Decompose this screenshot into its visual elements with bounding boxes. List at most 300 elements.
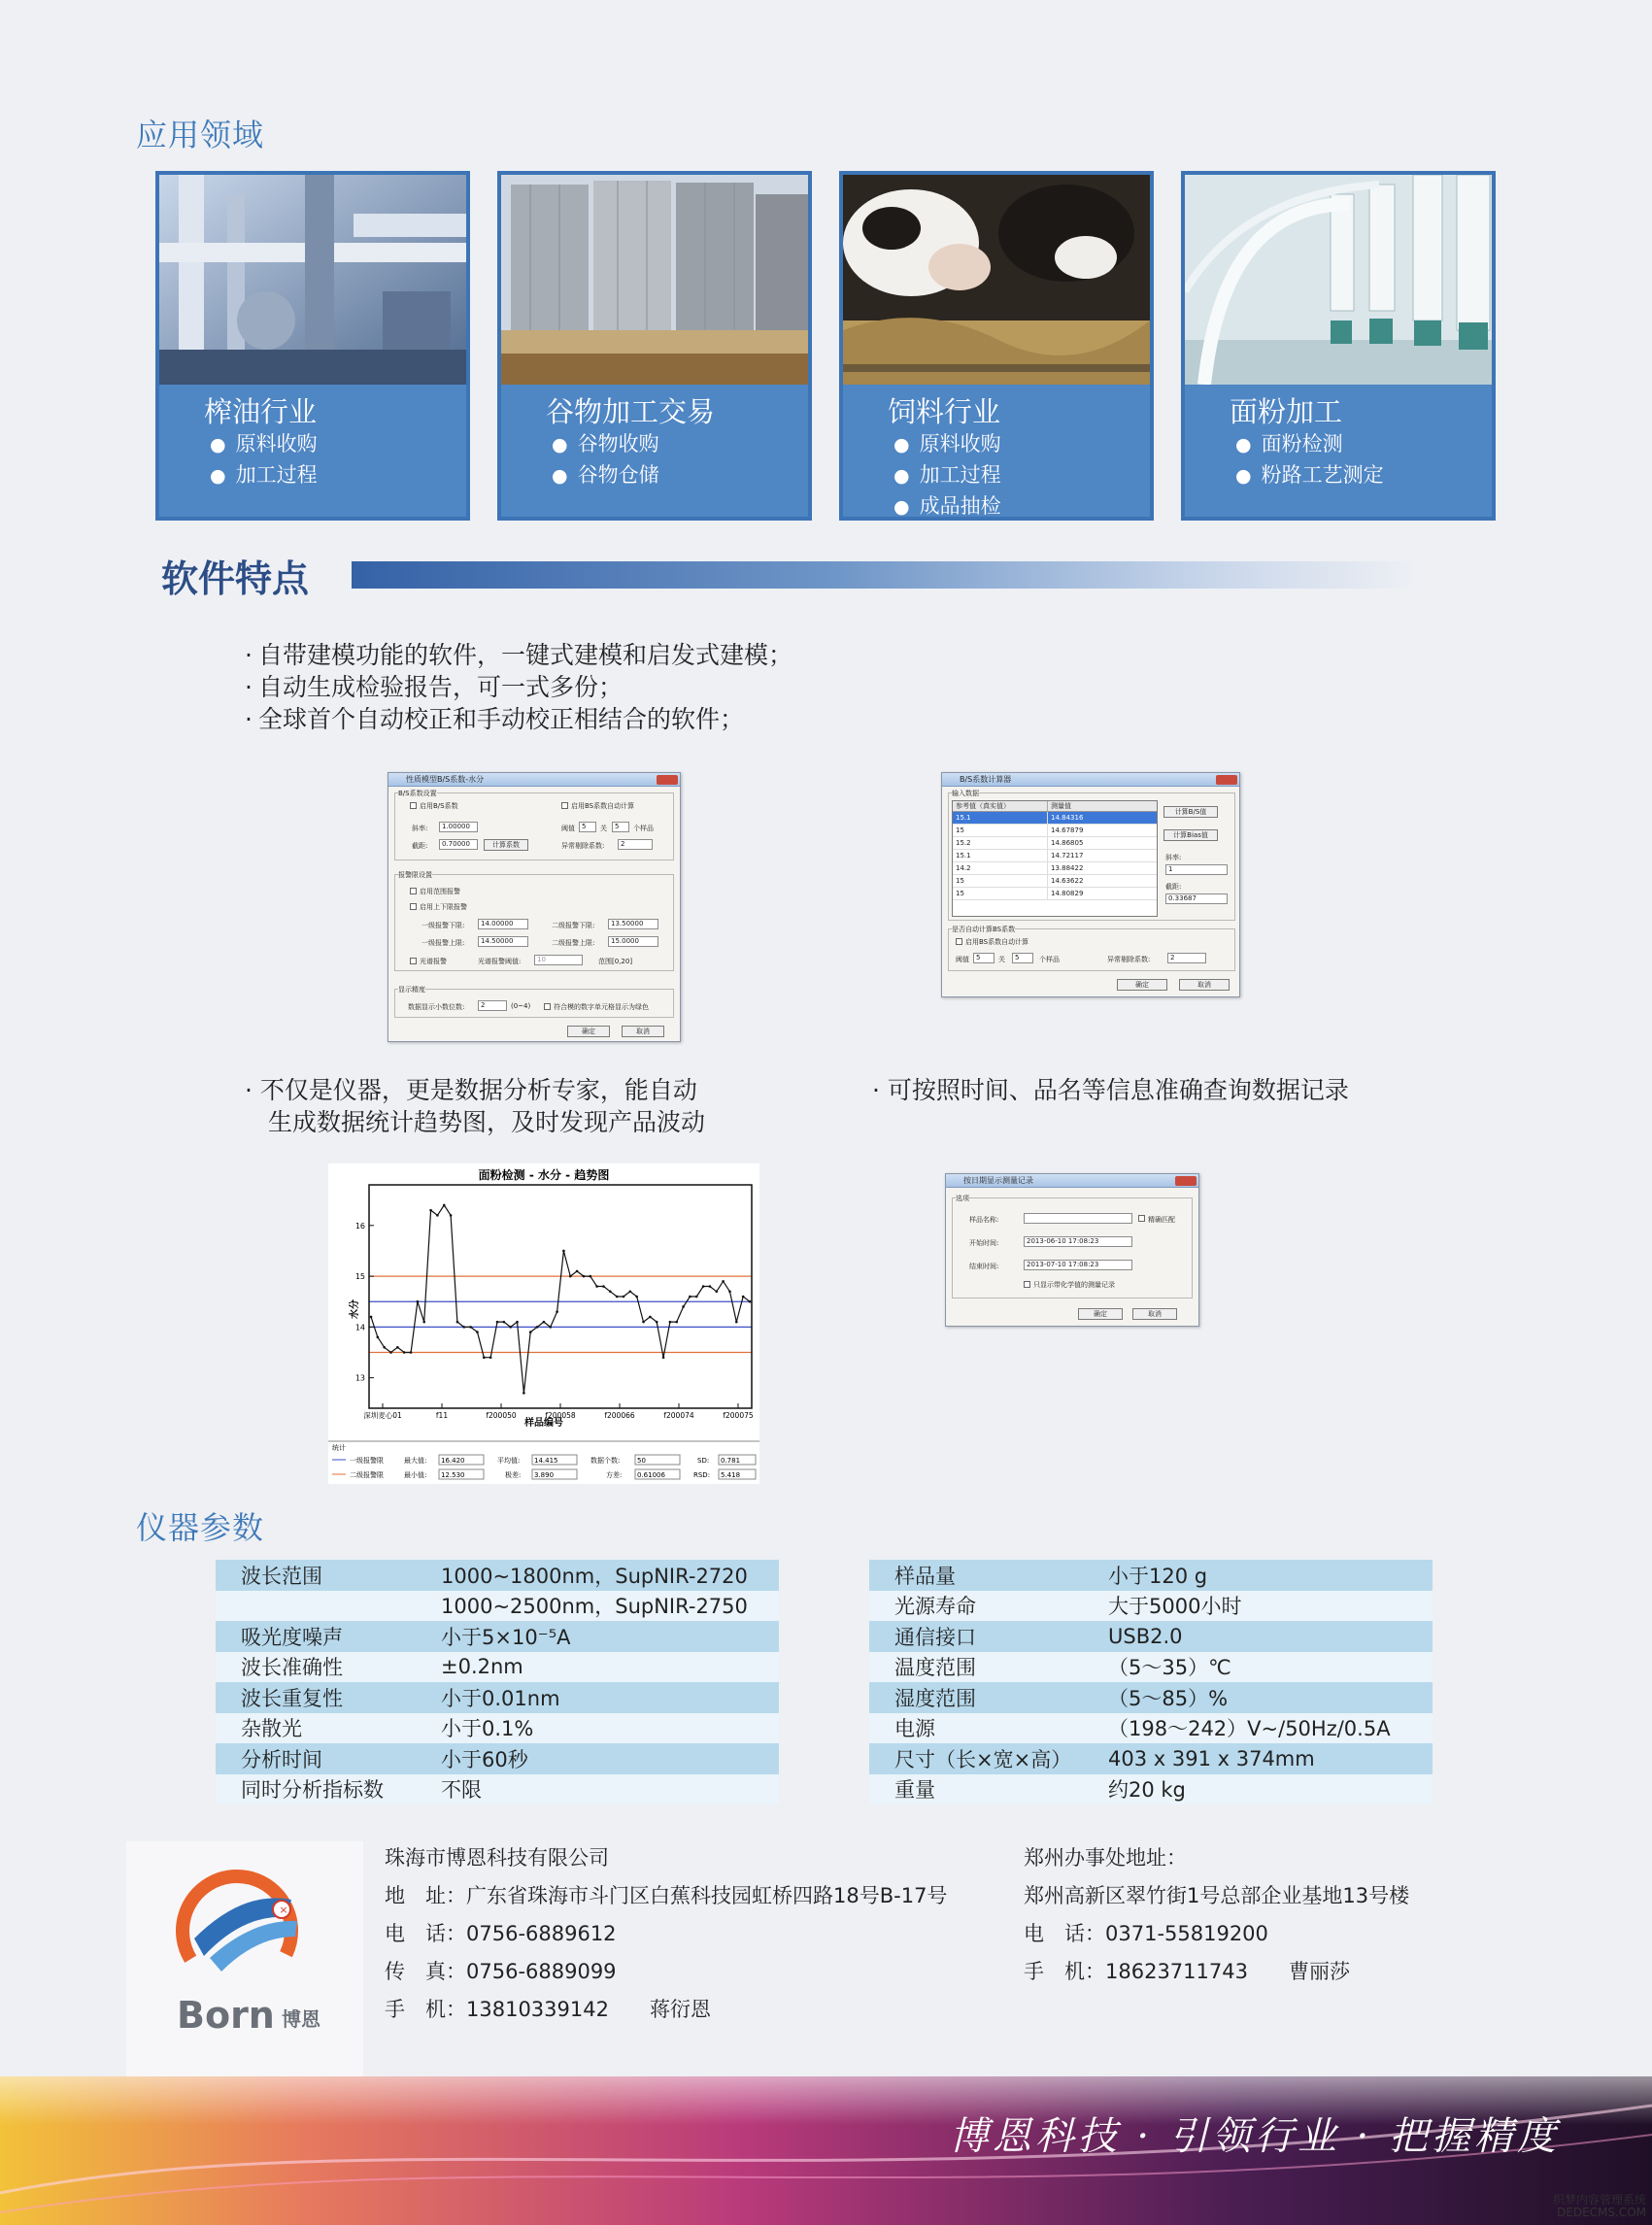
query-records-dialog bbox=[945, 1173, 1199, 1327]
close-icon[interactable] bbox=[1175, 1176, 1197, 1186]
table-cell: 14.67879 bbox=[1051, 826, 1084, 834]
y-tick-label: 13 bbox=[354, 1373, 365, 1383]
list-item: ● 谷物收购 bbox=[552, 429, 659, 460]
data-point bbox=[509, 1326, 512, 1329]
x-tick-label: 深圳麦心01 bbox=[363, 1411, 402, 1420]
calc-bs-button[interactable]: 计算B/S值 bbox=[1163, 806, 1218, 818]
software-title: 软件特点 bbox=[161, 557, 310, 600]
close-icon[interactable] bbox=[1216, 775, 1237, 785]
table-row[interactable] bbox=[953, 850, 1157, 862]
data-point bbox=[462, 1326, 465, 1329]
stat-value: 5.418 bbox=[721, 1471, 741, 1479]
list-item: ● 原料收购 bbox=[893, 429, 1001, 460]
app-card-title: 饲料行业 bbox=[888, 395, 1001, 428]
ok-button[interactable]: 确定 bbox=[567, 1026, 610, 1037]
params-title: 仪器参数 bbox=[136, 1509, 265, 1546]
param-value: 不限 bbox=[441, 1778, 482, 1803]
stat-label: 方差: bbox=[606, 1471, 623, 1479]
table-cell: 14.84316 bbox=[1051, 814, 1084, 822]
stat-value: 14.415 bbox=[534, 1457, 558, 1465]
watermark bbox=[1553, 2194, 1646, 2219]
table-cell: 15.1 bbox=[953, 812, 1048, 824]
data-point bbox=[602, 1285, 605, 1288]
range-field[interactable]: 5 bbox=[612, 822, 629, 832]
group-label: 显示精度 bbox=[398, 986, 425, 994]
flour-mill-photo bbox=[1185, 175, 1492, 385]
bullet-item: · 自动生成检验报告，可一式多份； bbox=[245, 671, 792, 703]
data-point bbox=[549, 1326, 552, 1329]
checkbox-label: 启用范围报警 bbox=[420, 888, 460, 895]
data-point bbox=[722, 1280, 725, 1283]
slope-field[interactable]: 1 bbox=[1165, 864, 1228, 875]
checkbox-label: 符合模的数字单元格显示为绿色 bbox=[554, 1003, 649, 1011]
calc-bias-button[interactable]: 计算Bias值 bbox=[1163, 829, 1218, 841]
company-phone: 电 话：0756-6889612 bbox=[385, 1922, 617, 1945]
table-cell: 15 bbox=[953, 825, 1048, 836]
y-tick-label: 15 bbox=[354, 1272, 365, 1282]
stats-label: 统计 bbox=[332, 1444, 346, 1452]
x-tick-label: f200050 bbox=[486, 1411, 517, 1420]
company-mobile: 手 机：13810339142 蒋衍恩 bbox=[385, 1998, 711, 2021]
table-row bbox=[869, 1774, 1433, 1805]
param-name: 同时分析指标数 bbox=[241, 1778, 384, 1803]
spectrum-field[interactable]: 10 bbox=[534, 955, 583, 965]
group-label: B/S系数设置 bbox=[398, 790, 437, 797]
x-axis-label: 样品编号 bbox=[524, 1418, 563, 1429]
data-point bbox=[623, 1296, 625, 1298]
data-point bbox=[383, 1346, 386, 1349]
table-cell: 15 bbox=[953, 875, 1048, 887]
app-card-oil bbox=[155, 171, 470, 521]
data-point bbox=[649, 1316, 652, 1319]
end-time-field[interactable]: 2013-07-10 17:08:23 bbox=[1024, 1260, 1132, 1270]
data-point bbox=[589, 1275, 591, 1278]
data-point bbox=[450, 1214, 453, 1217]
stat-label: 最小值: bbox=[404, 1471, 427, 1479]
chart-title: 面粉检测 - 水分 - 趋势图 bbox=[478, 1168, 610, 1182]
range-field[interactable]: 5 bbox=[1012, 953, 1033, 963]
list-item: ● 粉路工艺测定 bbox=[1235, 460, 1384, 491]
checkbox-label: 光谱报警 bbox=[420, 958, 447, 965]
bs-coefficient-dialog bbox=[388, 772, 681, 1042]
start-time-field[interactable]: 2013-06-10 17:08:23 bbox=[1024, 1236, 1132, 1247]
data-point bbox=[456, 1321, 459, 1324]
data-point bbox=[556, 1310, 558, 1313]
slope-field[interactable]: 1.00000 bbox=[439, 822, 478, 832]
data-point bbox=[536, 1326, 539, 1329]
checkbox[interactable] bbox=[410, 888, 417, 894]
applications-title: 应用领域 bbox=[136, 117, 265, 153]
table-row[interactable] bbox=[953, 888, 1157, 900]
param-name: 杂散光 bbox=[241, 1717, 302, 1741]
x-tick-label: f200058 bbox=[545, 1411, 576, 1420]
feature-left bbox=[245, 1074, 705, 1138]
dialog-title: B/S系数计算器 bbox=[942, 773, 1239, 787]
cancel-button[interactable]: 取消 bbox=[1132, 1308, 1177, 1320]
stat-label: RSD: bbox=[693, 1471, 711, 1479]
stat-value: 3.890 bbox=[534, 1471, 555, 1479]
app-card-list bbox=[1235, 429, 1384, 491]
param-value: 小于60秒 bbox=[441, 1747, 528, 1771]
y-axis-label: 水分 bbox=[350, 1299, 360, 1319]
table-row[interactable] bbox=[953, 812, 1157, 825]
logo-text: Born bbox=[177, 1994, 275, 2037]
company-fax: 传 真：0756-6889099 bbox=[385, 1960, 617, 1983]
software-bullets bbox=[245, 639, 792, 735]
field-label: 阈值 bbox=[561, 825, 575, 832]
dialog-title: 按日期显示测量记录 bbox=[946, 1174, 1198, 1188]
group-label: 选项 bbox=[956, 1195, 969, 1202]
param-value: 小于0.1% bbox=[441, 1717, 534, 1741]
y-tick-label: 16 bbox=[354, 1221, 365, 1230]
data-point bbox=[403, 1351, 406, 1354]
param-value: 小于120 g bbox=[1108, 1564, 1208, 1588]
decimal-select[interactable]: 2 bbox=[478, 1000, 507, 1011]
branch-mobile: 手 机：18623711743 曹丽莎 bbox=[1024, 1960, 1350, 1983]
table-row[interactable] bbox=[953, 875, 1157, 888]
table-row bbox=[216, 1713, 779, 1744]
range-field[interactable]: 5 bbox=[579, 822, 596, 832]
field-label: 二级报警上限: bbox=[552, 939, 595, 947]
data-point bbox=[483, 1356, 486, 1359]
table-cell: 15.2 bbox=[953, 837, 1048, 849]
watermark-line: DEDECMS.COM bbox=[1557, 2206, 1646, 2219]
bullet-item: · 全球首个自动校正和手动校正相结合的软件； bbox=[245, 703, 792, 735]
params-table-left bbox=[216, 1560, 779, 1804]
data-point bbox=[682, 1305, 685, 1308]
x-tick-label: f200074 bbox=[663, 1411, 694, 1420]
param-value: 403 x 391 x 374mm bbox=[1108, 1746, 1315, 1770]
field-label: 个样品 bbox=[633, 825, 654, 832]
param-value: 小于5×10⁻⁵A bbox=[441, 1625, 571, 1649]
branch-title: 郑州办事处地址： bbox=[1024, 1846, 1187, 1870]
stat-value: 16.420 bbox=[441, 1457, 465, 1465]
param-value: 1000~2500nm，SupNIR-2750 bbox=[441, 1595, 748, 1619]
field-label: 截距: bbox=[1165, 883, 1182, 891]
param-value: 约20 kg bbox=[1108, 1778, 1186, 1803]
stat-label: 极差: bbox=[505, 1471, 522, 1479]
stat-label: 数据个数: bbox=[590, 1457, 621, 1465]
list-item: ● 面粉检测 bbox=[1235, 429, 1384, 460]
param-value: 大于5000小时 bbox=[1108, 1595, 1242, 1619]
param-name: 分析时间 bbox=[241, 1747, 322, 1771]
field-label: 样品名称: bbox=[969, 1216, 999, 1224]
data-point bbox=[702, 1285, 705, 1288]
field-label: 范围[0,20] bbox=[598, 958, 633, 965]
field-label: 二级报警下限: bbox=[552, 922, 595, 929]
column-header: 参考值（真实值） bbox=[953, 801, 1048, 811]
trend-chart-svg bbox=[328, 1163, 759, 1484]
data-point bbox=[728, 1290, 731, 1293]
data-point bbox=[583, 1275, 586, 1278]
data-point bbox=[429, 1209, 432, 1212]
bullet-item: · 自带建模功能的软件，一键式建模和启发式建模； bbox=[245, 639, 792, 671]
param-name: 波长范围 bbox=[241, 1564, 322, 1588]
data-point bbox=[396, 1346, 399, 1349]
born-logo-icon bbox=[126, 1841, 363, 2076]
table-cell: 14.2 bbox=[953, 862, 1048, 874]
table-cell: 14.86805 bbox=[1051, 839, 1084, 847]
company-name: 珠海市博恩科技有限公司 bbox=[385, 1846, 609, 1870]
table-cell: 14.80829 bbox=[1051, 890, 1084, 897]
title-gradient-bar bbox=[352, 561, 1418, 589]
data-point bbox=[562, 1250, 565, 1253]
data-point bbox=[642, 1321, 645, 1324]
feature-right: · 可按照时间、品名等信息准确查询数据记录 bbox=[872, 1076, 1349, 1104]
data-point bbox=[417, 1300, 420, 1303]
data-point bbox=[695, 1296, 698, 1298]
branch-address: 郑州高新区翠竹街1号总部企业基地13号楼 bbox=[1024, 1884, 1410, 1907]
table-row bbox=[869, 1621, 1433, 1652]
cancel-button[interactable]: 取消 bbox=[1179, 979, 1230, 991]
field-label: (0~4) bbox=[511, 1002, 531, 1010]
param-name: 光源寿命 bbox=[894, 1595, 976, 1619]
alarm-field[interactable]: 15.0000 bbox=[608, 936, 658, 947]
stat-value: 0.61006 bbox=[637, 1471, 665, 1479]
field-label: 异常剔除系数: bbox=[561, 842, 605, 850]
data-point bbox=[689, 1296, 691, 1298]
checkbox[interactable] bbox=[544, 1003, 551, 1010]
outlier-field[interactable]: 2 bbox=[618, 839, 653, 850]
checkbox[interactable] bbox=[410, 802, 417, 809]
checkbox-label: 启用上下限报警 bbox=[420, 903, 467, 911]
param-value: （5～35）℃ bbox=[1108, 1656, 1231, 1680]
param-name: 尺寸（长×宽×高） bbox=[894, 1747, 1072, 1771]
field-label: 斜率: bbox=[412, 825, 428, 832]
logo-text-cn: 博恩 bbox=[282, 2007, 320, 2031]
stat-label: 最大值: bbox=[404, 1457, 427, 1465]
field-label: 关 bbox=[600, 825, 607, 832]
data-point bbox=[616, 1296, 619, 1298]
table-row[interactable] bbox=[953, 862, 1157, 875]
field-label: 一级报警下限: bbox=[421, 922, 465, 929]
ok-button[interactable]: 确定 bbox=[1117, 979, 1167, 991]
svg-text:×: × bbox=[279, 1904, 288, 1916]
data-point bbox=[436, 1214, 439, 1217]
data-point bbox=[377, 1336, 380, 1339]
param-name: 温度范围 bbox=[894, 1656, 976, 1680]
table-row bbox=[869, 1560, 1433, 1591]
group-label: 是否自动计算BS系数 bbox=[952, 926, 1016, 933]
bs-calculator-dialog bbox=[941, 772, 1240, 997]
param-name: 电源 bbox=[894, 1717, 935, 1741]
app-card-flour bbox=[1181, 171, 1496, 521]
checkbox-label: 启用BS系数自动计算 bbox=[965, 938, 1029, 946]
table-cell: 14.72117 bbox=[1051, 852, 1084, 860]
param-value: USB2.0 bbox=[1108, 1624, 1183, 1648]
field-label: 斜率: bbox=[1165, 854, 1182, 861]
param-name: 湿度范围 bbox=[894, 1686, 976, 1710]
data-point bbox=[749, 1300, 752, 1303]
app-card-list bbox=[893, 429, 1001, 521]
x-tick-label: f200075 bbox=[723, 1411, 754, 1420]
trend-chart bbox=[328, 1163, 759, 1484]
table-row bbox=[216, 1743, 779, 1774]
dialog-title: 性质模型B/S系数-水分 bbox=[388, 773, 680, 787]
stat-label: 平均值: bbox=[497, 1457, 521, 1465]
data-point bbox=[609, 1290, 612, 1293]
data-point bbox=[422, 1321, 425, 1324]
table-row[interactable] bbox=[953, 825, 1157, 837]
company-contact bbox=[385, 1839, 947, 2029]
feature-line: 生成数据统计趋势图，及时发现产品波动 bbox=[268, 1108, 706, 1136]
param-value: （5～85）% bbox=[1108, 1686, 1229, 1710]
legend-entry: 一级报警限 bbox=[350, 1457, 384, 1465]
checkbox[interactable] bbox=[1138, 1215, 1145, 1222]
table-row bbox=[216, 1652, 779, 1683]
data-point bbox=[469, 1326, 472, 1329]
checkbox-label: 启用B/S系数 bbox=[420, 802, 458, 810]
app-card-grain bbox=[497, 171, 812, 521]
group-label: 输入数据 bbox=[952, 790, 979, 797]
legend-entry: 二级报警限 bbox=[350, 1471, 384, 1479]
outlier-field[interactable]: 2 bbox=[1167, 953, 1206, 963]
app-card-list bbox=[210, 429, 318, 491]
cows-feeding-photo bbox=[843, 175, 1150, 385]
data-point bbox=[669, 1321, 672, 1324]
table-cell: 15 bbox=[953, 888, 1048, 899]
stat-value: 50 bbox=[637, 1457, 646, 1465]
series-line bbox=[371, 1205, 750, 1393]
checkbox-label: 只显示带化学值的测量记录 bbox=[1033, 1281, 1115, 1289]
branch-phone: 电 话：0371-55819200 bbox=[1024, 1922, 1268, 1945]
intercept-field[interactable]: 0.70000 bbox=[439, 839, 478, 850]
table-cell: 15.1 bbox=[953, 850, 1048, 861]
table-row bbox=[869, 1682, 1433, 1713]
branch-contact bbox=[1024, 1839, 1409, 1991]
checkbox[interactable] bbox=[956, 938, 962, 945]
field-label: 结束时间: bbox=[969, 1263, 999, 1270]
table-row bbox=[869, 1652, 1433, 1683]
field-label: 阈值 bbox=[956, 956, 969, 963]
app-card-title: 谷物加工交易 bbox=[546, 395, 716, 428]
app-card-title: 面粉加工 bbox=[1230, 395, 1343, 428]
x-tick-label: f11 bbox=[435, 1411, 449, 1420]
company-logo bbox=[126, 1841, 363, 2076]
params-table-right bbox=[869, 1560, 1433, 1804]
feature-line: · 不仅是仪器，更是数据分析专家，能自动 bbox=[245, 1076, 697, 1104]
table-row bbox=[869, 1743, 1433, 1774]
cancel-button[interactable]: 取消 bbox=[622, 1026, 664, 1037]
param-value: 小于0.01nm bbox=[441, 1686, 560, 1710]
stat-label: SD: bbox=[697, 1457, 710, 1465]
alarm-field[interactable]: 13.50000 bbox=[608, 919, 658, 929]
table-cell: 13.88422 bbox=[1051, 864, 1084, 872]
app-card-title: 榨油行业 bbox=[204, 395, 318, 428]
param-value: （198～242）V~/50Hz/0.5A bbox=[1108, 1717, 1391, 1741]
x-tick-label: f200066 bbox=[604, 1411, 635, 1420]
intercept-field[interactable]: 0.33687 bbox=[1165, 893, 1228, 904]
data-point bbox=[576, 1270, 579, 1273]
data-point bbox=[543, 1321, 546, 1324]
data-point bbox=[742, 1296, 745, 1298]
data-point bbox=[529, 1331, 532, 1333]
data-point bbox=[595, 1285, 598, 1288]
param-name: 吸光度噪声 bbox=[241, 1625, 343, 1649]
data-point bbox=[489, 1356, 492, 1359]
range-field[interactable]: 5 bbox=[973, 953, 995, 963]
list-item: ● 加工过程 bbox=[210, 460, 318, 491]
alarm-field[interactable]: 14.50000 bbox=[478, 936, 528, 947]
calc-button[interactable]: 计算系数 bbox=[484, 839, 528, 851]
data-point bbox=[635, 1296, 638, 1298]
data-point bbox=[735, 1321, 738, 1324]
param-name: 波长准确性 bbox=[241, 1656, 343, 1680]
slogan: 博恩科技 · 引领行业 · 把握精度 bbox=[949, 2114, 1560, 2159]
param-name: 重量 bbox=[894, 1778, 935, 1803]
data-point bbox=[389, 1351, 392, 1354]
table-row bbox=[216, 1682, 779, 1713]
field-label: 数据显示小数位数: bbox=[408, 1003, 465, 1011]
y-tick-label: 14 bbox=[354, 1323, 365, 1332]
field-label: 一级报警上限: bbox=[421, 939, 465, 947]
app-card-feed bbox=[839, 171, 1154, 521]
alarm-field[interactable]: 14.00000 bbox=[478, 919, 528, 929]
company-address: 地 址：广东省珠海市斗门区白蕉科技园虹桥四路18号B-17号 bbox=[385, 1884, 948, 1907]
column-header: 测量值 bbox=[1051, 802, 1071, 810]
group-box bbox=[948, 928, 1235, 971]
table-row[interactable] bbox=[953, 837, 1157, 850]
field-label: 开始时间: bbox=[969, 1239, 999, 1247]
data-point bbox=[410, 1351, 413, 1354]
oil-plant-photo bbox=[159, 175, 466, 385]
param-name: 样品量 bbox=[894, 1564, 956, 1588]
param-name: 波长重复性 bbox=[241, 1686, 343, 1710]
table-row bbox=[869, 1713, 1433, 1744]
ok-button[interactable]: 确定 bbox=[1078, 1308, 1123, 1320]
close-icon[interactable] bbox=[657, 775, 678, 785]
data-grid[interactable] bbox=[952, 800, 1158, 917]
data-point bbox=[656, 1321, 658, 1324]
table-cell: 14.63622 bbox=[1051, 877, 1084, 885]
param-name bbox=[216, 1591, 416, 1622]
checkbox[interactable] bbox=[410, 958, 417, 964]
stat-value: 12.530 bbox=[441, 1471, 465, 1479]
table-row bbox=[869, 1591, 1433, 1622]
field-label: 个样品 bbox=[1039, 956, 1060, 963]
list-item: ● 原料收购 bbox=[210, 429, 318, 460]
field-label: 异常剔除系数: bbox=[1107, 956, 1151, 963]
data-point bbox=[476, 1331, 479, 1333]
checkbox[interactable] bbox=[1024, 1281, 1030, 1288]
list-item: ● 成品抽检 bbox=[893, 491, 1001, 521]
data-point bbox=[675, 1321, 678, 1324]
param-value: 1000~1800nm，SupNIR-2720 bbox=[441, 1564, 748, 1588]
table-row bbox=[216, 1591, 779, 1622]
data-point bbox=[496, 1321, 499, 1324]
stat-value: 0.781 bbox=[721, 1457, 741, 1465]
data-point bbox=[443, 1204, 446, 1207]
app-card-list bbox=[552, 429, 659, 491]
param-name: 通信接口 bbox=[894, 1625, 976, 1649]
field-label: 光谱报警阈值: bbox=[478, 958, 522, 965]
checkbox[interactable] bbox=[561, 802, 568, 809]
checkbox[interactable] bbox=[410, 903, 417, 910]
sample-name-select[interactable] bbox=[1024, 1213, 1132, 1224]
list-item: ● 加工过程 bbox=[893, 460, 1001, 491]
data-point bbox=[523, 1392, 525, 1395]
watermark-line: 织梦内容管理系统 bbox=[1552, 2193, 1646, 2207]
field-label: 关 bbox=[998, 956, 1005, 963]
data-point bbox=[662, 1356, 665, 1359]
field-label: 截距: bbox=[412, 842, 428, 850]
grain-silo-photo bbox=[501, 175, 808, 385]
data-point bbox=[569, 1275, 572, 1278]
table-row bbox=[216, 1621, 779, 1652]
data-point bbox=[629, 1290, 632, 1293]
data-point bbox=[709, 1285, 712, 1288]
checkbox-label: 精确匹配 bbox=[1148, 1216, 1175, 1224]
